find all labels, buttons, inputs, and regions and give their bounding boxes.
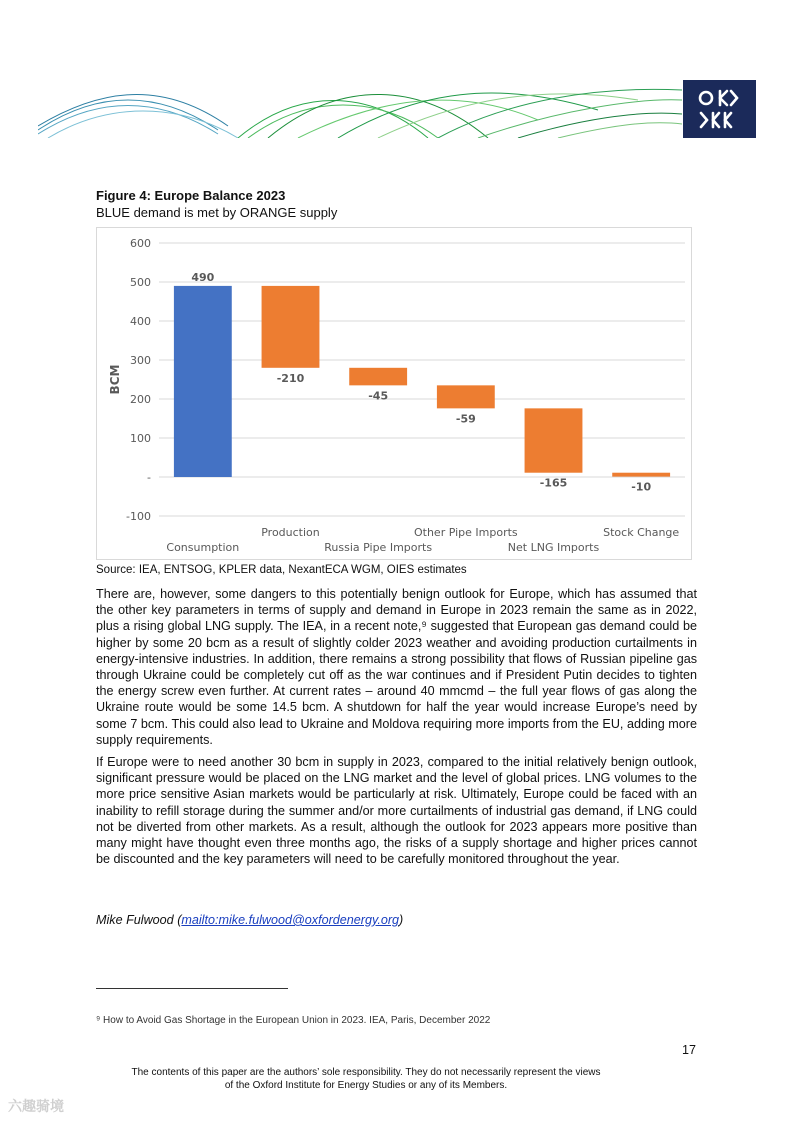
y-tick-label: 100	[130, 432, 151, 445]
bar-3	[437, 385, 495, 408]
bar-2	[349, 368, 407, 386]
footnote-divider	[96, 988, 288, 989]
bar-0	[174, 286, 232, 477]
oies-logo-icon	[697, 87, 743, 131]
y-tick-label: 300	[130, 354, 151, 367]
x-category-label: Consumption	[166, 541, 240, 554]
y-tick-label: 200	[130, 393, 151, 406]
y-tick-label: -100	[126, 510, 151, 523]
data-label: -165	[539, 476, 568, 490]
data-label: 490	[191, 270, 215, 284]
figure-title: Figure 4: Europe Balance 2023	[96, 188, 286, 203]
figure-subtitle: BLUE demand is met by ORANGE supply	[96, 205, 338, 220]
page-number: 17	[682, 1043, 697, 1057]
bar-5	[612, 473, 670, 477]
author-name: Mike Fulwood (	[96, 913, 182, 927]
bar-4	[525, 408, 583, 472]
author-line	[96, 913, 403, 927]
x-category-label: Stock Change	[603, 526, 680, 539]
author-close: )	[399, 913, 404, 927]
disclaimer-line-1: The contents of this paper are the authors’ sole responsibility. They do not necessarily represent the views	[131, 1067, 601, 1078]
body-paragraph-1: There are, however, some dangers to this potentially benign outlook for Europe, which has assumed that the other key parameters in terms of supply and demand in Europe in 2023 remain the same as in 2022, plus a rising global LNG supply. The IEA, in a recent note,⁹ suggested that European gas demand could be higher by some 20 bcm as a result of slightly colder 2023 weather and avoiding production curtailments in energy-intensive industries. In addition, there remains a strong possibility that flows of Russian pipeline gas through Ukraine could be completely cut off as the war continues and if President Putin decides to tighten the energy screw even further. At current rates – around 40 mmcmd – the full year flows of gas along the Ukraine route would be some 14.5 bcm. A shutdown for half the year would increase Europe’s need by some 7 bcm. This could also lead to Ukraine and Moldova requiring more imports from the EU, adding more supply requirements.	[96, 587, 697, 747]
y-axis-label: BCM	[108, 364, 122, 395]
bar-1	[262, 286, 320, 368]
x-category-label: Russia Pipe Imports	[324, 541, 433, 554]
disclaimer	[96, 1067, 636, 1092]
footnote: ⁹ How to Avoid Gas Shortage in the European Union in 2023. IEA, Paris, December 2022	[96, 1015, 491, 1026]
wave-decoration	[38, 80, 682, 138]
y-tick-label: 400	[130, 315, 151, 328]
x-category-label: Other Pipe Imports	[413, 526, 518, 539]
waterfall-chart	[96, 227, 692, 560]
oies-logo	[683, 80, 756, 138]
y-tick-label: 500	[130, 276, 151, 289]
y-tick-label: 600	[130, 237, 151, 250]
chart-canvas	[97, 228, 693, 561]
body-paragraph-2: If Europe were to need another 30 bcm in supply in 2023, compared to the initial relatively benign outlook, significant pressure would be placed on the LNG market and the level of global prices. LNG volumes to the more price sensitive Asian markets would be particularly at risk. Ultimately, Europe could be faced with an inability to refill storage during the summer and/or more curtailments of industrial gas demand, if LNG could not be diverted from other markets. As a result, although the outlook for 2023 appears more positive than many might have thought even three months ago, the risks of a supply shortage and higher prices cannot be discounted and the key parameters will need to be carefully monitored throughout the year.	[96, 755, 697, 867]
y-tick-label: -	[147, 471, 151, 484]
disclaimer-line-2: of the Oxford Institute for Energy Studies or any of its Members.	[224, 1079, 508, 1091]
data-label: -59	[455, 412, 476, 426]
x-category-label: Net LNG Imports	[507, 541, 600, 554]
watermark: 六趣骑境	[8, 1098, 64, 1114]
data-label: -10	[631, 480, 652, 494]
figure-source: Source: IEA, ENTSOG, KPLER data, NexantECA WGM, OIES estimates	[96, 564, 467, 576]
header-banner	[38, 80, 682, 138]
x-category-label: Production	[261, 526, 320, 539]
author-email-link[interactable]: mailto:mike.fulwood@oxfordenergy.org	[181, 913, 400, 927]
data-label: -210	[276, 371, 305, 385]
data-label: -45	[368, 389, 389, 403]
